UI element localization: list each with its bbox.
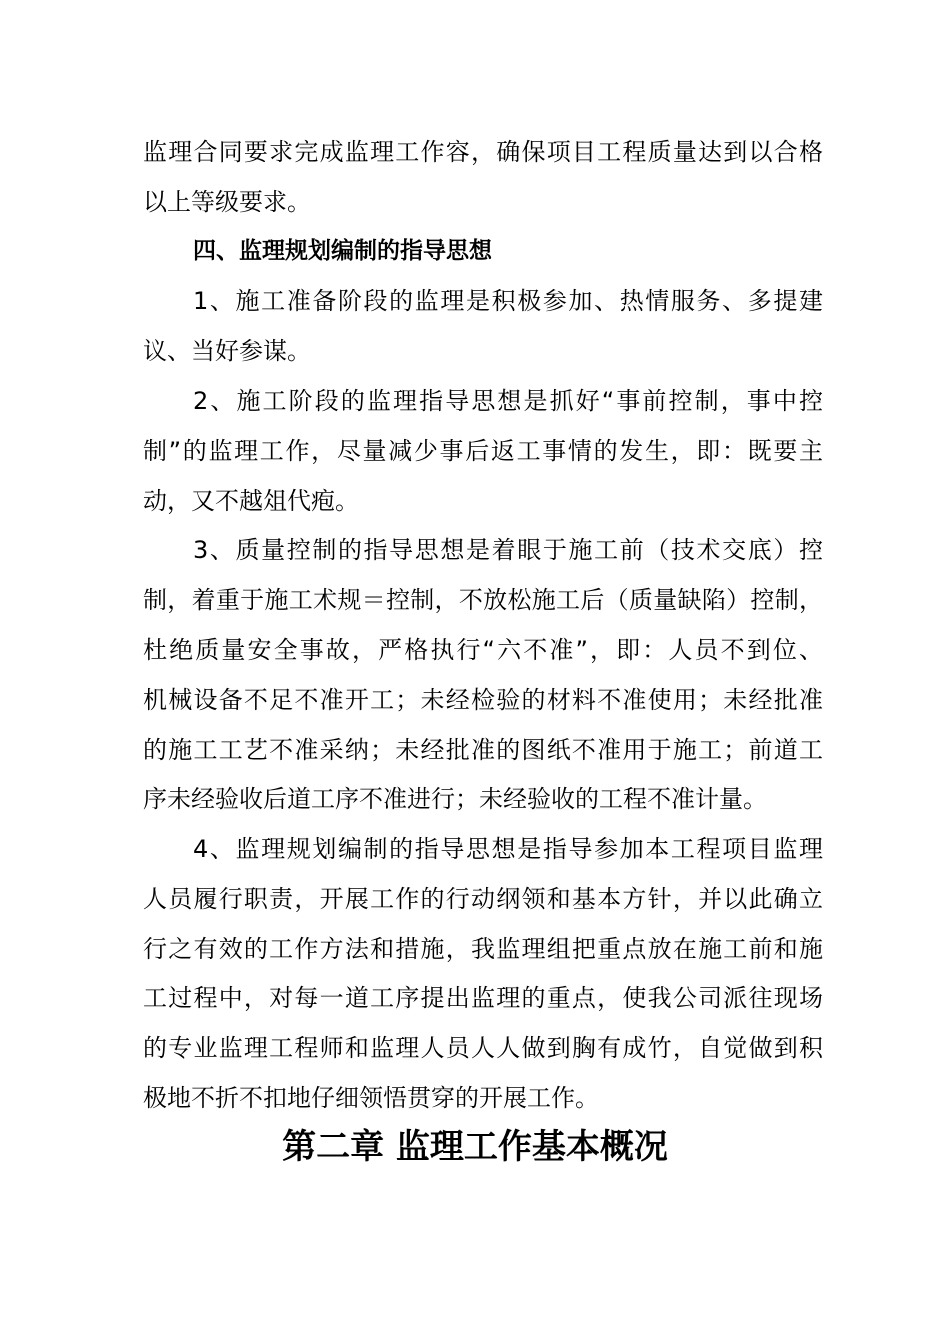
paragraph-3-line-5: 的施工工艺不准采纳；未经批准的图纸不准用于施工；前道工 xyxy=(143,736,823,764)
paragraph-2-line-3: 动，又不越俎代疱。 xyxy=(143,487,359,515)
paragraph-3-line-6: 序未经验收后道工序不准进行；未经验收的工程不准计量。 xyxy=(143,785,767,813)
paragraph-2-line-1: 2、施工阶段的监理指导思想是抓好“事前控制，事中控 xyxy=(193,387,823,415)
paragraph-4-line-5: 的专业监理工程师和监理人员人人做到胸有成竹，自觉做到积 xyxy=(143,1034,823,1062)
intro-line-1: 监理合同要求完成监理工作容，确保项目工程质量达到以合格 xyxy=(143,138,823,166)
section-heading: 四、监理规划编制的指导思想 xyxy=(193,238,492,264)
intro-line-2: 以上等级要求。 xyxy=(143,188,311,216)
paragraph-1-line-1: 1、施工准备阶段的监理是积极参加、热情服务、多提建 xyxy=(193,287,823,315)
paragraph-3-line-4: 机械设备不足不准开工；未经检验的材料不准使用；未经批准 xyxy=(143,686,823,714)
chapter-title: 第二章 监理工作基本概况 xyxy=(282,1127,668,1167)
paragraph-1-line-2: 议、当好参谋。 xyxy=(143,337,311,365)
paragraph-2-line-2: 制”的监理工作，尽量减少事后返工事情的发生，即：既要主 xyxy=(143,437,823,465)
paragraph-4-line-6: 极地不折不扣地仔细领悟贯穿的开展工作。 xyxy=(143,1084,599,1112)
paragraph-4-line-2: 人员履行职责，开展工作的行动纲领和基本方针，并以此确立 xyxy=(143,885,823,913)
paragraph-4-line-1: 4、监理规划编制的指导思想是指导参加本工程项目监理 xyxy=(193,835,823,863)
paragraph-4-line-4: 工过程中，对每一道工序提出监理的重点，使我公司派往现场 xyxy=(143,984,823,1012)
paragraph-3-line-1: 3、质量控制的指导思想是着眼于施工前（技术交底）控 xyxy=(193,536,823,564)
paragraph-3-line-2: 制，着重于施工术规＝控制，不放松施工后（质量缺陷）控制， xyxy=(143,586,823,614)
paragraph-3-line-3: 杜绝质量安全事故，严格执行“六不准”，即：人员不到位、 xyxy=(143,636,823,664)
paragraph-4-line-3: 行之有效的工作方法和措施，我监理组把重点放在施工前和施 xyxy=(143,935,823,963)
